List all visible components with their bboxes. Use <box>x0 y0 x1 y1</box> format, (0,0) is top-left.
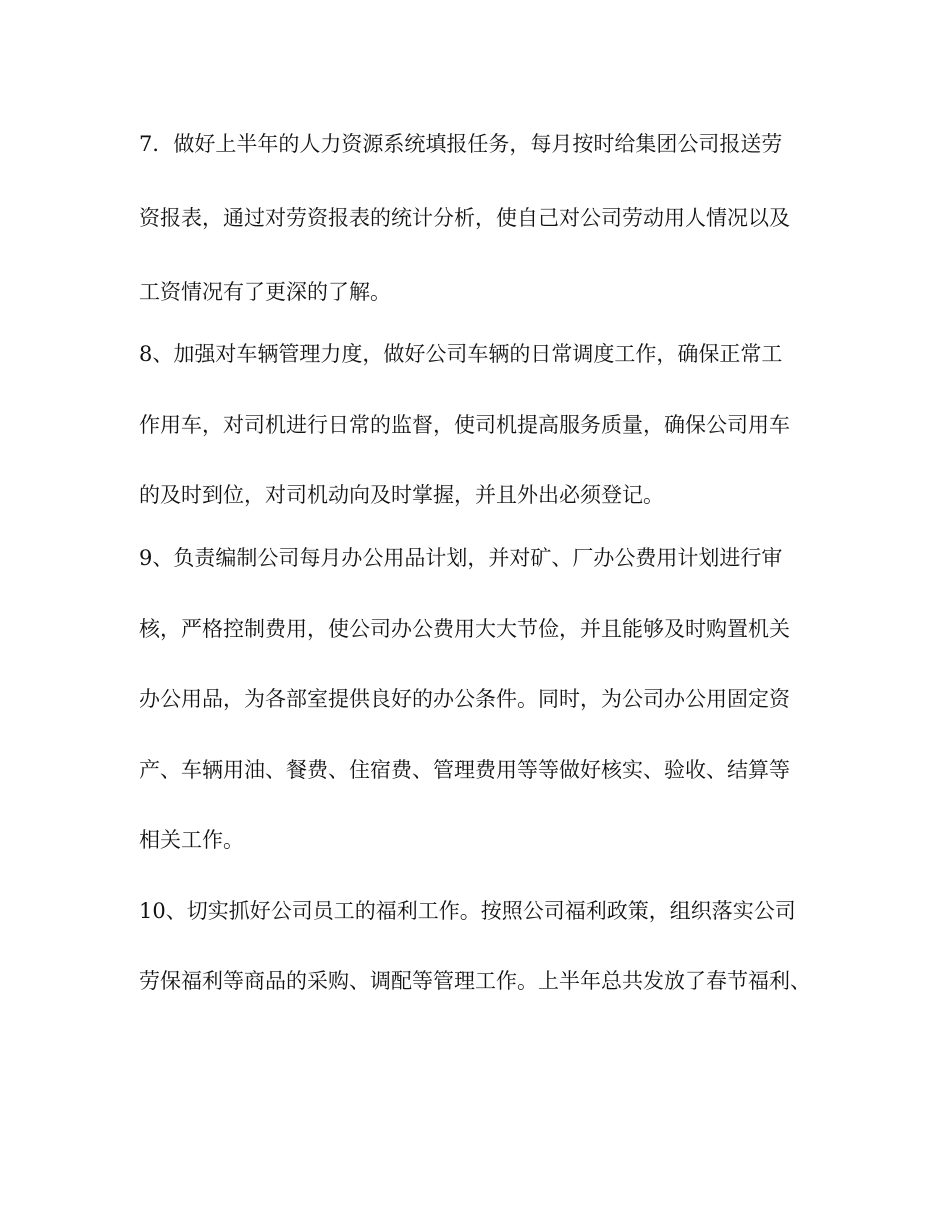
paragraph-9-line-3: 办公用品，为各部室提供良好的办公条件。同时，为公司办公用固定资 <box>139 687 790 711</box>
paragraph-7-line-2: 资报表，通过对劳资报表的统计分析，使自己对公司劳动用人情况以及 <box>139 206 790 230</box>
paragraph-7-line-1: 7．做好上半年的人力资源系统填报任务，每月按时给集团公司报送劳 <box>139 132 783 156</box>
paragraph-9-line-1: 9、负责编制公司每月办公用品计划，并对矿、厂办公费用计划进行审 <box>139 546 783 570</box>
paragraph-9-line-4: 产、车辆用油、餐费、住宿费、管理费用等等做好核实、验收、结算等 <box>139 758 790 782</box>
paragraph-9-line-2: 核，严格控制费用，使公司办公费用大大节俭，并且能够及时购置机关 <box>139 617 790 641</box>
paragraph-7-line-3: 工资情况有了更深的了解。 <box>139 280 391 304</box>
paragraph-10-line-2: 劳保福利等商品的采购、调配等管理工作。上半年总共发放了春节福利、 <box>139 969 811 993</box>
paragraph-9-line-5: 相关工作。 <box>139 828 244 852</box>
paragraph-8-line-1: 8、加强对车辆管理力度，做好公司车辆的日常调度工作，确保正常工 <box>139 342 783 366</box>
paragraph-8-line-2: 作用车，对司机进行日常的监督，使司机提高服务质量，确保公司用车 <box>139 413 790 437</box>
paragraph-10-line-1: 10、切实抓好公司员工的福利工作。按照公司福利政策，组织落实公司 <box>139 899 796 923</box>
paragraph-8-line-3: 的及时到位，对司机动向及时掌握，并且外出必须登记。 <box>139 483 664 507</box>
